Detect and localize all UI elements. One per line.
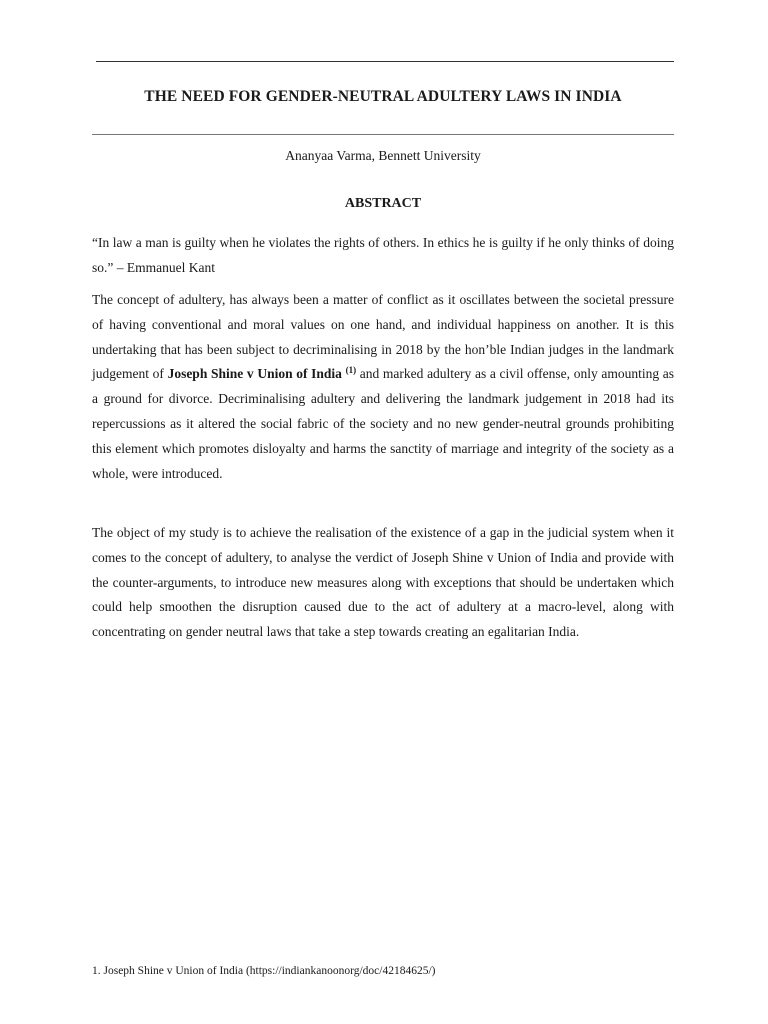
title-underline-rule <box>92 134 674 135</box>
case-name: Joseph Shine v Union of India <box>167 366 342 382</box>
footnote: 1. Joseph Shine v Union of India (https://indiankanoonorg/doc/42184625/) <box>92 965 436 977</box>
paragraph-text: and marked adultery as a civil offense, only amounting as a ground for divorce. Decriminalising adultery and delivering the landmark judgement in 2018 had its repercussions as it altered the social fabric of the society and no new gender-neutral grounds prohibiting this element which promotes disloyalty and harms the sanctity of marriage and integrity of the society as a whole, were introduced. <box>92 366 675 481</box>
abstract-heading: ABSTRACT <box>344 196 422 211</box>
author-line: Ananyaa Varma, Bennett University <box>285 148 481 163</box>
epigraph-quote: “In law a man is guilty when he violates the rights of others. In ethics he is guilty if he only thinks of doing so.” – Emmanuel Kant <box>92 235 674 275</box>
top-rule <box>96 61 674 62</box>
abstract-paragraph-2: The object of my study is to achieve the realisation of the existence of a gap in the judicial system when it comes to the concept of adultery, to analyse the verdict of Joseph Shine v Union of India and provide with the counter-arguments, to introduce new measures along with exceptions that should be undertaken which could help smoothen the disruption caused due to the act of adultery at a macro-level, along with concentrating on gender neutral laws that take a step towards creating an egalitarian India. <box>92 525 674 640</box>
abstract-paragraph-1 <box>92 288 674 486</box>
paragraph-text: The concept of adultery, has always been a matter of conflict as it oscillates between the societal pressure of having conventional and moral values on one hand, and individual happiness on another. It is this undertaking that has been subject to decriminalising in 2018 by the hon’ble Indian judges in the landmark judgement of <box>92 292 674 382</box>
document-title: THE NEED FOR GENDER-NEUTRAL ADULTERY LAWS IN INDIA <box>144 88 622 105</box>
footnote-reference[interactable]: (1) <box>345 365 357 376</box>
